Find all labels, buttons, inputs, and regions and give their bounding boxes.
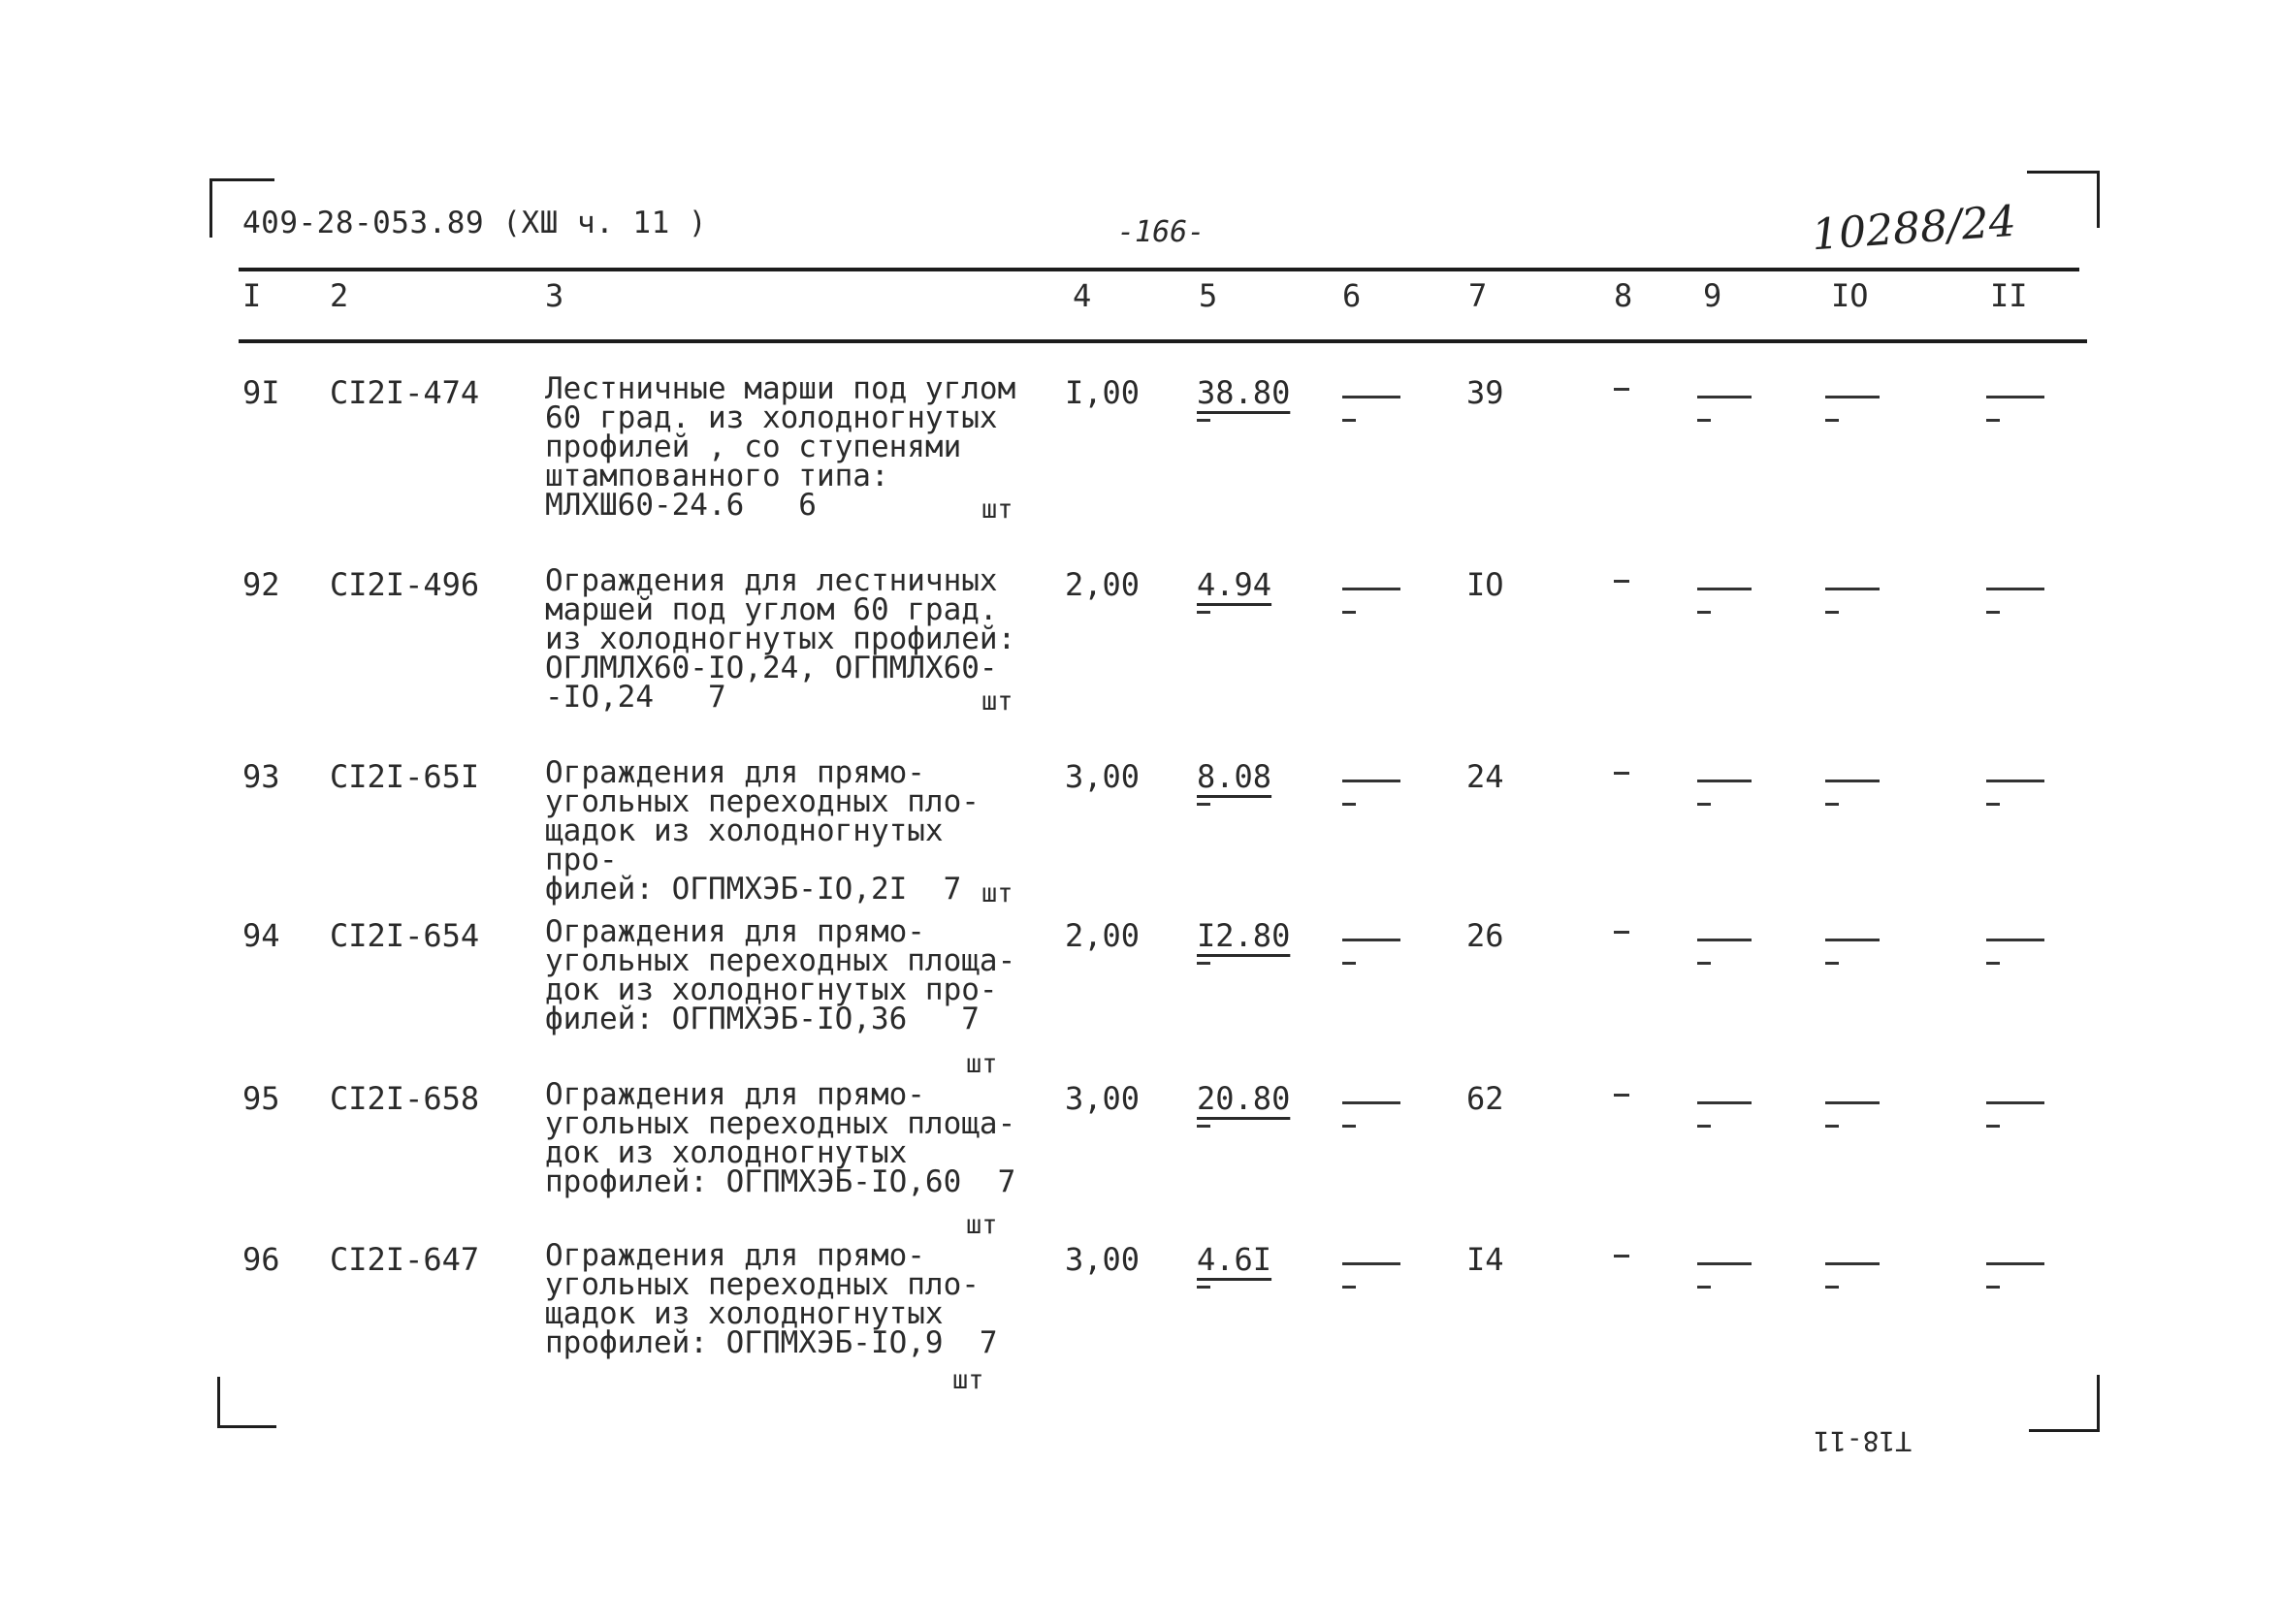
empty-dash bbox=[1342, 1262, 1400, 1265]
row-unit: шт bbox=[981, 494, 1013, 525]
empty-dash bbox=[1197, 962, 1210, 965]
empty-dash bbox=[1986, 1101, 2044, 1104]
empty-dash bbox=[1986, 419, 2000, 422]
empty-dash bbox=[1825, 939, 1880, 941]
footer-stamp-code: T18-11 bbox=[1814, 1425, 1913, 1457]
column-number: 7 bbox=[1468, 277, 1488, 314]
row-mass-value: 38.80 bbox=[1197, 374, 1291, 411]
header-rule-top bbox=[239, 268, 2079, 271]
row-unit: шт bbox=[981, 686, 1013, 716]
empty-dash bbox=[1986, 396, 2044, 398]
corner-mark-top-right bbox=[2027, 171, 2100, 228]
column-number: 5 bbox=[1199, 277, 1218, 314]
empty-dash bbox=[1614, 772, 1629, 775]
empty-dash bbox=[1825, 1286, 1839, 1289]
empty-dash bbox=[1697, 396, 1752, 398]
row-mass bbox=[1197, 566, 1271, 603]
empty-dash bbox=[1986, 803, 2000, 806]
empty-dash bbox=[1986, 1286, 2000, 1289]
empty-dash bbox=[1697, 962, 1711, 965]
column-number-row bbox=[0, 277, 2283, 326]
empty-dash bbox=[1342, 939, 1400, 941]
empty-dash bbox=[1697, 1125, 1711, 1128]
row-mass bbox=[1197, 1080, 1290, 1117]
empty-dash bbox=[1825, 588, 1880, 590]
empty-dash bbox=[1825, 396, 1880, 398]
empty-dash bbox=[1197, 611, 1210, 614]
row-mass-value: 20.80 bbox=[1197, 1080, 1291, 1117]
row-code: CI2I-496 bbox=[330, 566, 480, 603]
row-number: 94 bbox=[242, 917, 280, 954]
empty-dash bbox=[1197, 803, 1210, 806]
row-quantity: 3,00 bbox=[1065, 1241, 1141, 1278]
row-unit: шт bbox=[952, 1365, 984, 1395]
row-number: 96 bbox=[242, 1241, 280, 1278]
row-code: CI2I-65I bbox=[330, 758, 480, 795]
row-total: 26 bbox=[1466, 917, 1504, 954]
empty-dash bbox=[1825, 1262, 1880, 1265]
empty-dash bbox=[1697, 1101, 1752, 1104]
row-mass-value: 4.6I bbox=[1197, 1241, 1272, 1278]
empty-dash bbox=[1825, 611, 1839, 614]
empty-dash bbox=[1614, 1094, 1629, 1097]
row-number: 95 bbox=[242, 1080, 280, 1117]
column-number: 4 bbox=[1073, 277, 1092, 314]
empty-dash bbox=[1342, 1286, 1356, 1289]
row-quantity: 3,00 bbox=[1065, 758, 1141, 795]
row-quantity: 2,00 bbox=[1065, 566, 1141, 603]
empty-dash bbox=[1986, 1125, 2000, 1128]
empty-dash bbox=[1825, 419, 1839, 422]
empty-dash bbox=[1697, 1262, 1752, 1265]
empty-dash bbox=[1342, 1101, 1400, 1104]
empty-dash bbox=[1342, 396, 1400, 398]
empty-dash bbox=[1986, 780, 2044, 782]
empty-dash bbox=[1197, 1125, 1210, 1128]
row-mass bbox=[1197, 758, 1271, 795]
empty-dash bbox=[1825, 1101, 1880, 1104]
empty-dash bbox=[1342, 1125, 1356, 1128]
column-number: 6 bbox=[1342, 277, 1362, 314]
row-unit: шт bbox=[966, 1049, 998, 1079]
row-description: Ограждения для лестничных маршей под углом 60 град. из холодногнутых профилей: ОГЛМЛХ60-IO,24, ОГПМЛХ60- -IO,24 7 bbox=[545, 563, 1016, 715]
row-description: Ограждения для прямо- угольных переходных пло- щадок из холодногнутых про- филей: ОГПМХЭБ-IO,2I 7 bbox=[545, 755, 980, 907]
empty-dash bbox=[1697, 803, 1711, 806]
row-mass-value: I2.80 bbox=[1197, 917, 1291, 954]
page-number: -166- bbox=[1117, 215, 1206, 249]
row-unit: шт bbox=[966, 1210, 998, 1240]
column-number: 8 bbox=[1614, 277, 1633, 314]
row-total: I4 bbox=[1466, 1241, 1504, 1278]
corner-mark-bottom-right bbox=[2029, 1375, 2100, 1432]
empty-dash bbox=[1197, 419, 1210, 422]
empty-dash bbox=[1614, 931, 1629, 934]
row-code: CI2I-658 bbox=[330, 1080, 480, 1117]
row-mass bbox=[1197, 1241, 1271, 1278]
empty-dash bbox=[1342, 419, 1356, 422]
empty-dash bbox=[1825, 803, 1839, 806]
row-number: 92 bbox=[242, 566, 280, 603]
empty-dash bbox=[1986, 1262, 2044, 1265]
empty-dash bbox=[1697, 611, 1711, 614]
empty-dash bbox=[1986, 611, 2000, 614]
row-total: 39 bbox=[1466, 374, 1504, 411]
row-mass bbox=[1197, 374, 1290, 411]
empty-dash bbox=[1697, 939, 1752, 941]
corner-mark-bottom-left bbox=[217, 1377, 276, 1428]
row-code: CI2I-647 bbox=[330, 1241, 480, 1278]
empty-dash bbox=[1986, 588, 2044, 590]
document-code: 409-28-053.89 (XШ ч. 11 ) bbox=[242, 206, 708, 240]
column-number: I bbox=[242, 277, 262, 314]
row-total: 62 bbox=[1466, 1080, 1504, 1117]
row-quantity: 3,00 bbox=[1065, 1080, 1141, 1117]
empty-dash bbox=[1342, 611, 1356, 614]
column-number: IO bbox=[1831, 277, 1869, 314]
column-number: 3 bbox=[545, 277, 564, 314]
empty-dash bbox=[1697, 780, 1752, 782]
empty-dash bbox=[1614, 1255, 1629, 1258]
row-quantity: I,00 bbox=[1065, 374, 1141, 411]
empty-dash bbox=[1342, 803, 1356, 806]
row-mass bbox=[1197, 917, 1290, 954]
empty-dash bbox=[1342, 588, 1400, 590]
empty-dash bbox=[1614, 580, 1629, 583]
column-number: II bbox=[1990, 277, 2028, 314]
row-description: Лестничные марши под углом 60 град. из холодногнутых профилей , со ступенями штампованного типа: МЛХШ60-24.6 6 bbox=[545, 371, 1016, 523]
handwritten-reference: 10288/24 bbox=[1810, 196, 2018, 261]
row-unit: шт bbox=[981, 878, 1013, 908]
row-code: CI2I-654 bbox=[330, 917, 480, 954]
row-total: 24 bbox=[1466, 758, 1504, 795]
column-number: 2 bbox=[330, 277, 349, 314]
empty-dash bbox=[1825, 1125, 1839, 1128]
row-mass-value: 8.08 bbox=[1197, 758, 1272, 795]
empty-dash bbox=[1697, 1286, 1711, 1289]
column-number: 9 bbox=[1703, 277, 1722, 314]
empty-dash bbox=[1825, 962, 1839, 965]
empty-dash bbox=[1614, 388, 1629, 391]
empty-dash bbox=[1697, 588, 1752, 590]
row-number: 9I bbox=[242, 374, 280, 411]
empty-dash bbox=[1342, 780, 1400, 782]
row-description: Ограждения для прямо- угольных переходных площа- док из холодногнутых профилей: ОГПМХЭБ-IO,60 7 bbox=[545, 1077, 1016, 1199]
row-quantity: 2,00 bbox=[1065, 917, 1141, 954]
row-description: Ограждения для прямо- угольных переходных площа- док из холодногнутых про- филей: ОГПМХЭБ-IO,36 7 bbox=[545, 914, 1016, 1036]
empty-dash bbox=[1825, 780, 1880, 782]
header-rule-bottom bbox=[239, 339, 2087, 343]
empty-dash bbox=[1197, 1286, 1210, 1289]
row-code: CI2I-474 bbox=[330, 374, 480, 411]
empty-dash bbox=[1986, 939, 2044, 941]
empty-dash bbox=[1342, 962, 1356, 965]
empty-dash bbox=[1697, 419, 1711, 422]
row-number: 93 bbox=[242, 758, 280, 795]
row-mass-value: 4.94 bbox=[1197, 566, 1272, 603]
row-description: Ограждения для прямо- угольных переходных пло- щадок из холодногнутых профилей: ОГПМХЭБ-IO,9 7 bbox=[545, 1238, 998, 1360]
row-total: IO bbox=[1466, 566, 1504, 603]
empty-dash bbox=[1986, 962, 2000, 965]
